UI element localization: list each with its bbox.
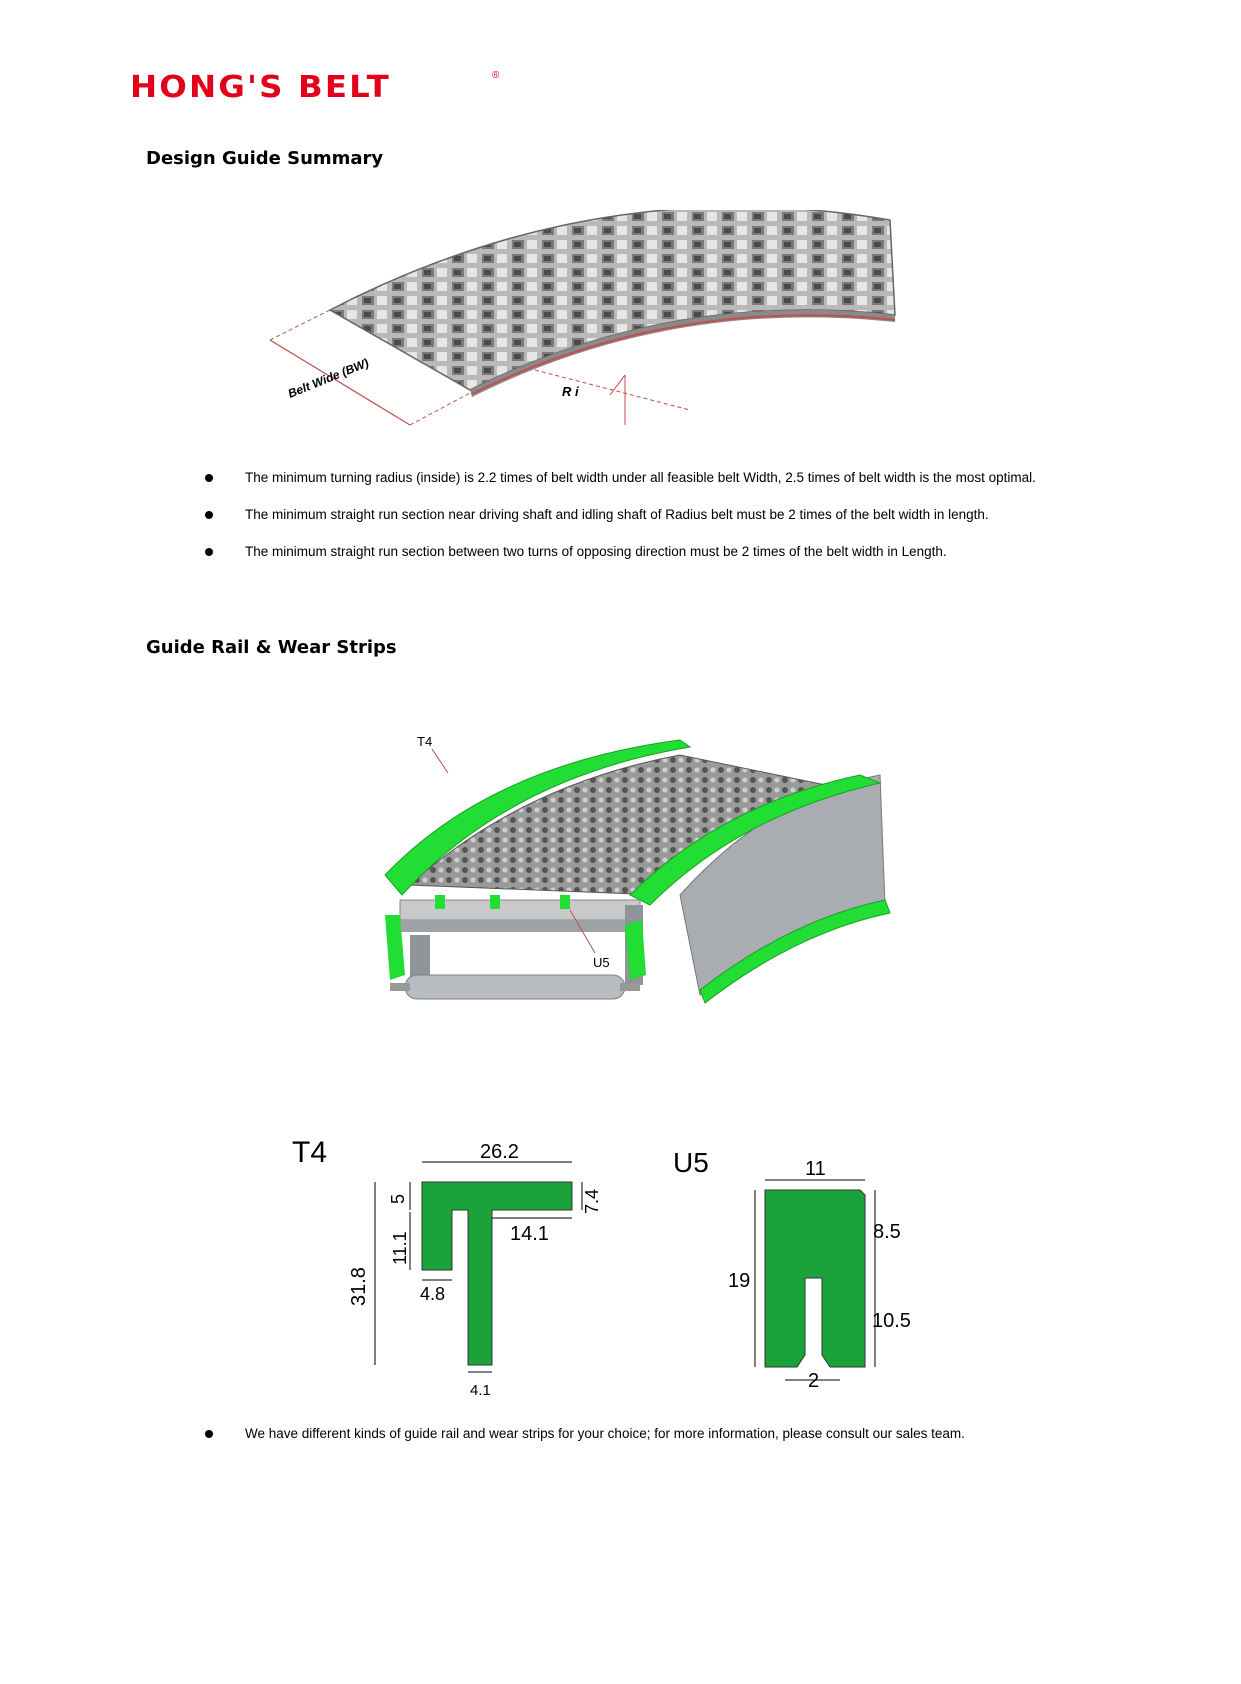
u5-dim-width: 11: [805, 1158, 826, 1180]
bullet-text: The minimum straight run section near driving shaft and idling shaft of Radius belt must be 2 times of the belt width in length.: [245, 507, 989, 522]
bullet-text: The minimum straight run section between two turns of opposing direction must be 2 times of the belt width in Length.: [245, 544, 947, 559]
t4-title: T4: [292, 1136, 328, 1169]
t4-dim-gap: 4.8: [420, 1284, 446, 1304]
t4-dim-right: 14.1: [510, 1223, 549, 1245]
u5-dim-height: 19: [728, 1270, 751, 1292]
t4-dim-width: 26.2: [480, 1141, 519, 1163]
u5-dim-slot: 2: [808, 1370, 820, 1392]
belt-width-dim-line: [270, 340, 410, 425]
brand-name: HONG'S BELT: [130, 70, 391, 105]
u5-callout-label: U5: [593, 955, 610, 970]
t4-dim-height: 31.8: [348, 1267, 370, 1306]
bullet-icon: [205, 511, 213, 519]
t4-dim-top: 5: [388, 1193, 408, 1204]
t4-dim-inner: 11.1: [390, 1231, 410, 1265]
bullet-text: The minimum turning radius (inside) is 2.2 times of belt width under all feasible belt Width, 2.5 times of belt width is the most optimal.: [245, 470, 1036, 485]
brand-logo: [130, 68, 500, 108]
t4-dim-stem: 4.1: [470, 1382, 491, 1399]
u5-dim-lower: 10.5: [872, 1310, 911, 1332]
t4-callout-label: T4: [417, 735, 433, 749]
bullet-icon: [205, 548, 213, 556]
profile-drawings: [270, 1130, 990, 1410]
radius-label: R i: [562, 384, 579, 399]
bullet-text: We have different kinds of guide rail and wear strips for your choice; for more information, please consult our sales team.: [245, 1426, 965, 1441]
bullet-icon: [205, 474, 213, 482]
t4-dim-flange: 7.4: [582, 1188, 602, 1214]
radius-dim-line: [535, 370, 690, 410]
radius-belt-figure: [270, 210, 950, 450]
registered-mark: ®: [492, 70, 500, 81]
belt-width-label: Belt Wide (BW): [285, 355, 371, 401]
u5-dim-upper: 8.5: [873, 1221, 901, 1243]
section-heading-design-guide: Design Guide Summary: [146, 148, 384, 169]
conveyor-guide-rail-figure: [380, 735, 910, 1045]
section-heading-guide-rail: Guide Rail & Wear Strips: [146, 637, 397, 658]
u5-title: U5: [673, 1147, 709, 1178]
bullet-icon: [205, 1430, 213, 1438]
